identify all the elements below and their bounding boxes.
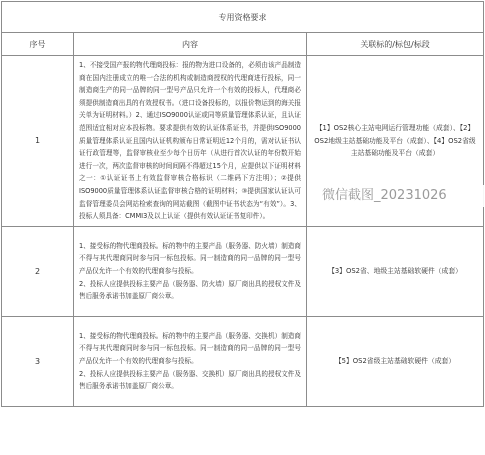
table-row xyxy=(2,316,484,406)
row-number: 3 xyxy=(2,316,74,406)
requirement-paragraph: 1、不接受国产报的物代理商投标：报的物为进口设备的，必须由该产品制造商在国内注册成立的唯一合法的机构或制造商授权的代理商进行投标，同一制造商生产的同一品牌的同一型号产品只允许一个有效的投标人，代理商必须提供制造商出具的有效授权书。（进口设备投标的，以报价物运到的海关报关单为证明材料。）2、通过ISO9000认证或同等质量管理体系认证，且认证范围适宜相对应本投标物。要求提供有效的认证体系证书，并提供ISO9000质量管理体系认证且国内认证机构颁布日常证明近12个月的，需对认证书认证行政管理等，监督审核业至少每个日历年（从进行首次认证的年份数开始进行一次，两次监督审核的时间间隔不得超过15个月，应提供以下证明材料之一：①认证证书上有效监督审核合格标识（二维码下方注明）；②提供ISO9000质量管理体系认证监督审核合格的证明材料；③提供国家认证认可监督管理委员会网站检索查询的网站截图（截图中证书状态为“有效”）。3、投标人须具备：CMMI3及以上认证（提供有效认证证书复印件）。 xyxy=(79,61,301,221)
requirement-content xyxy=(74,316,307,406)
related-targets: 【1】OS2核心主站电网运行管理功能（成套）、【2】OS2地级主站基础功能及平台（成套）、【4】OS2省级主站基础功能及平台（成套） xyxy=(307,56,484,227)
requirement-paragraph: 1、接受标的物代理商投标。标的物中的主要产品（服务器、防火墙）制造商不得与其代理商同时参与同一标包投标。同一制造商的同一品牌的同一型号产品仅允许一个有效的代理商参与投标。 xyxy=(79,241,301,275)
requirement-paragraph: 1、接受标的物代理商投标。标的物中的主要产品（服务器、交换机）制造商不得与其代理商同时参与同一标包投标。同一制造商的同一品牌的同一型号产品仅允许一个有效的代理商参与投标。 xyxy=(79,331,301,365)
requirement-paragraph: 2、投标人应提供投标主要产品（服务器、交换机）原厂商出具的授权文件及售后服务承诺书加盖原厂商公章。 xyxy=(79,369,301,391)
row-number: 1 xyxy=(2,56,74,227)
header-targets: 关联标的/标包/标段 xyxy=(307,33,484,56)
related-targets: 【3】OS2省、地级主站基础软硬件（成套） xyxy=(307,226,484,316)
related-targets: 【5】OS2省级主站基础软硬件（成套） xyxy=(307,316,484,406)
screenshot-watermark: 微信截图_20231026 xyxy=(320,185,485,207)
requirement-content xyxy=(74,226,307,316)
header-content: 内容 xyxy=(74,33,307,56)
table-title: 专用资格要求 xyxy=(2,2,484,33)
requirement-content xyxy=(74,56,307,227)
row-number: 2 xyxy=(2,226,74,316)
header-num: 序号 xyxy=(2,33,74,56)
requirement-paragraph: 2、投标人应提供投标主要产品（服务器、防火墙）原厂商出具的授权文件及售后服务承诺书加盖原厂商公章。 xyxy=(79,279,301,301)
table-row xyxy=(2,226,484,316)
